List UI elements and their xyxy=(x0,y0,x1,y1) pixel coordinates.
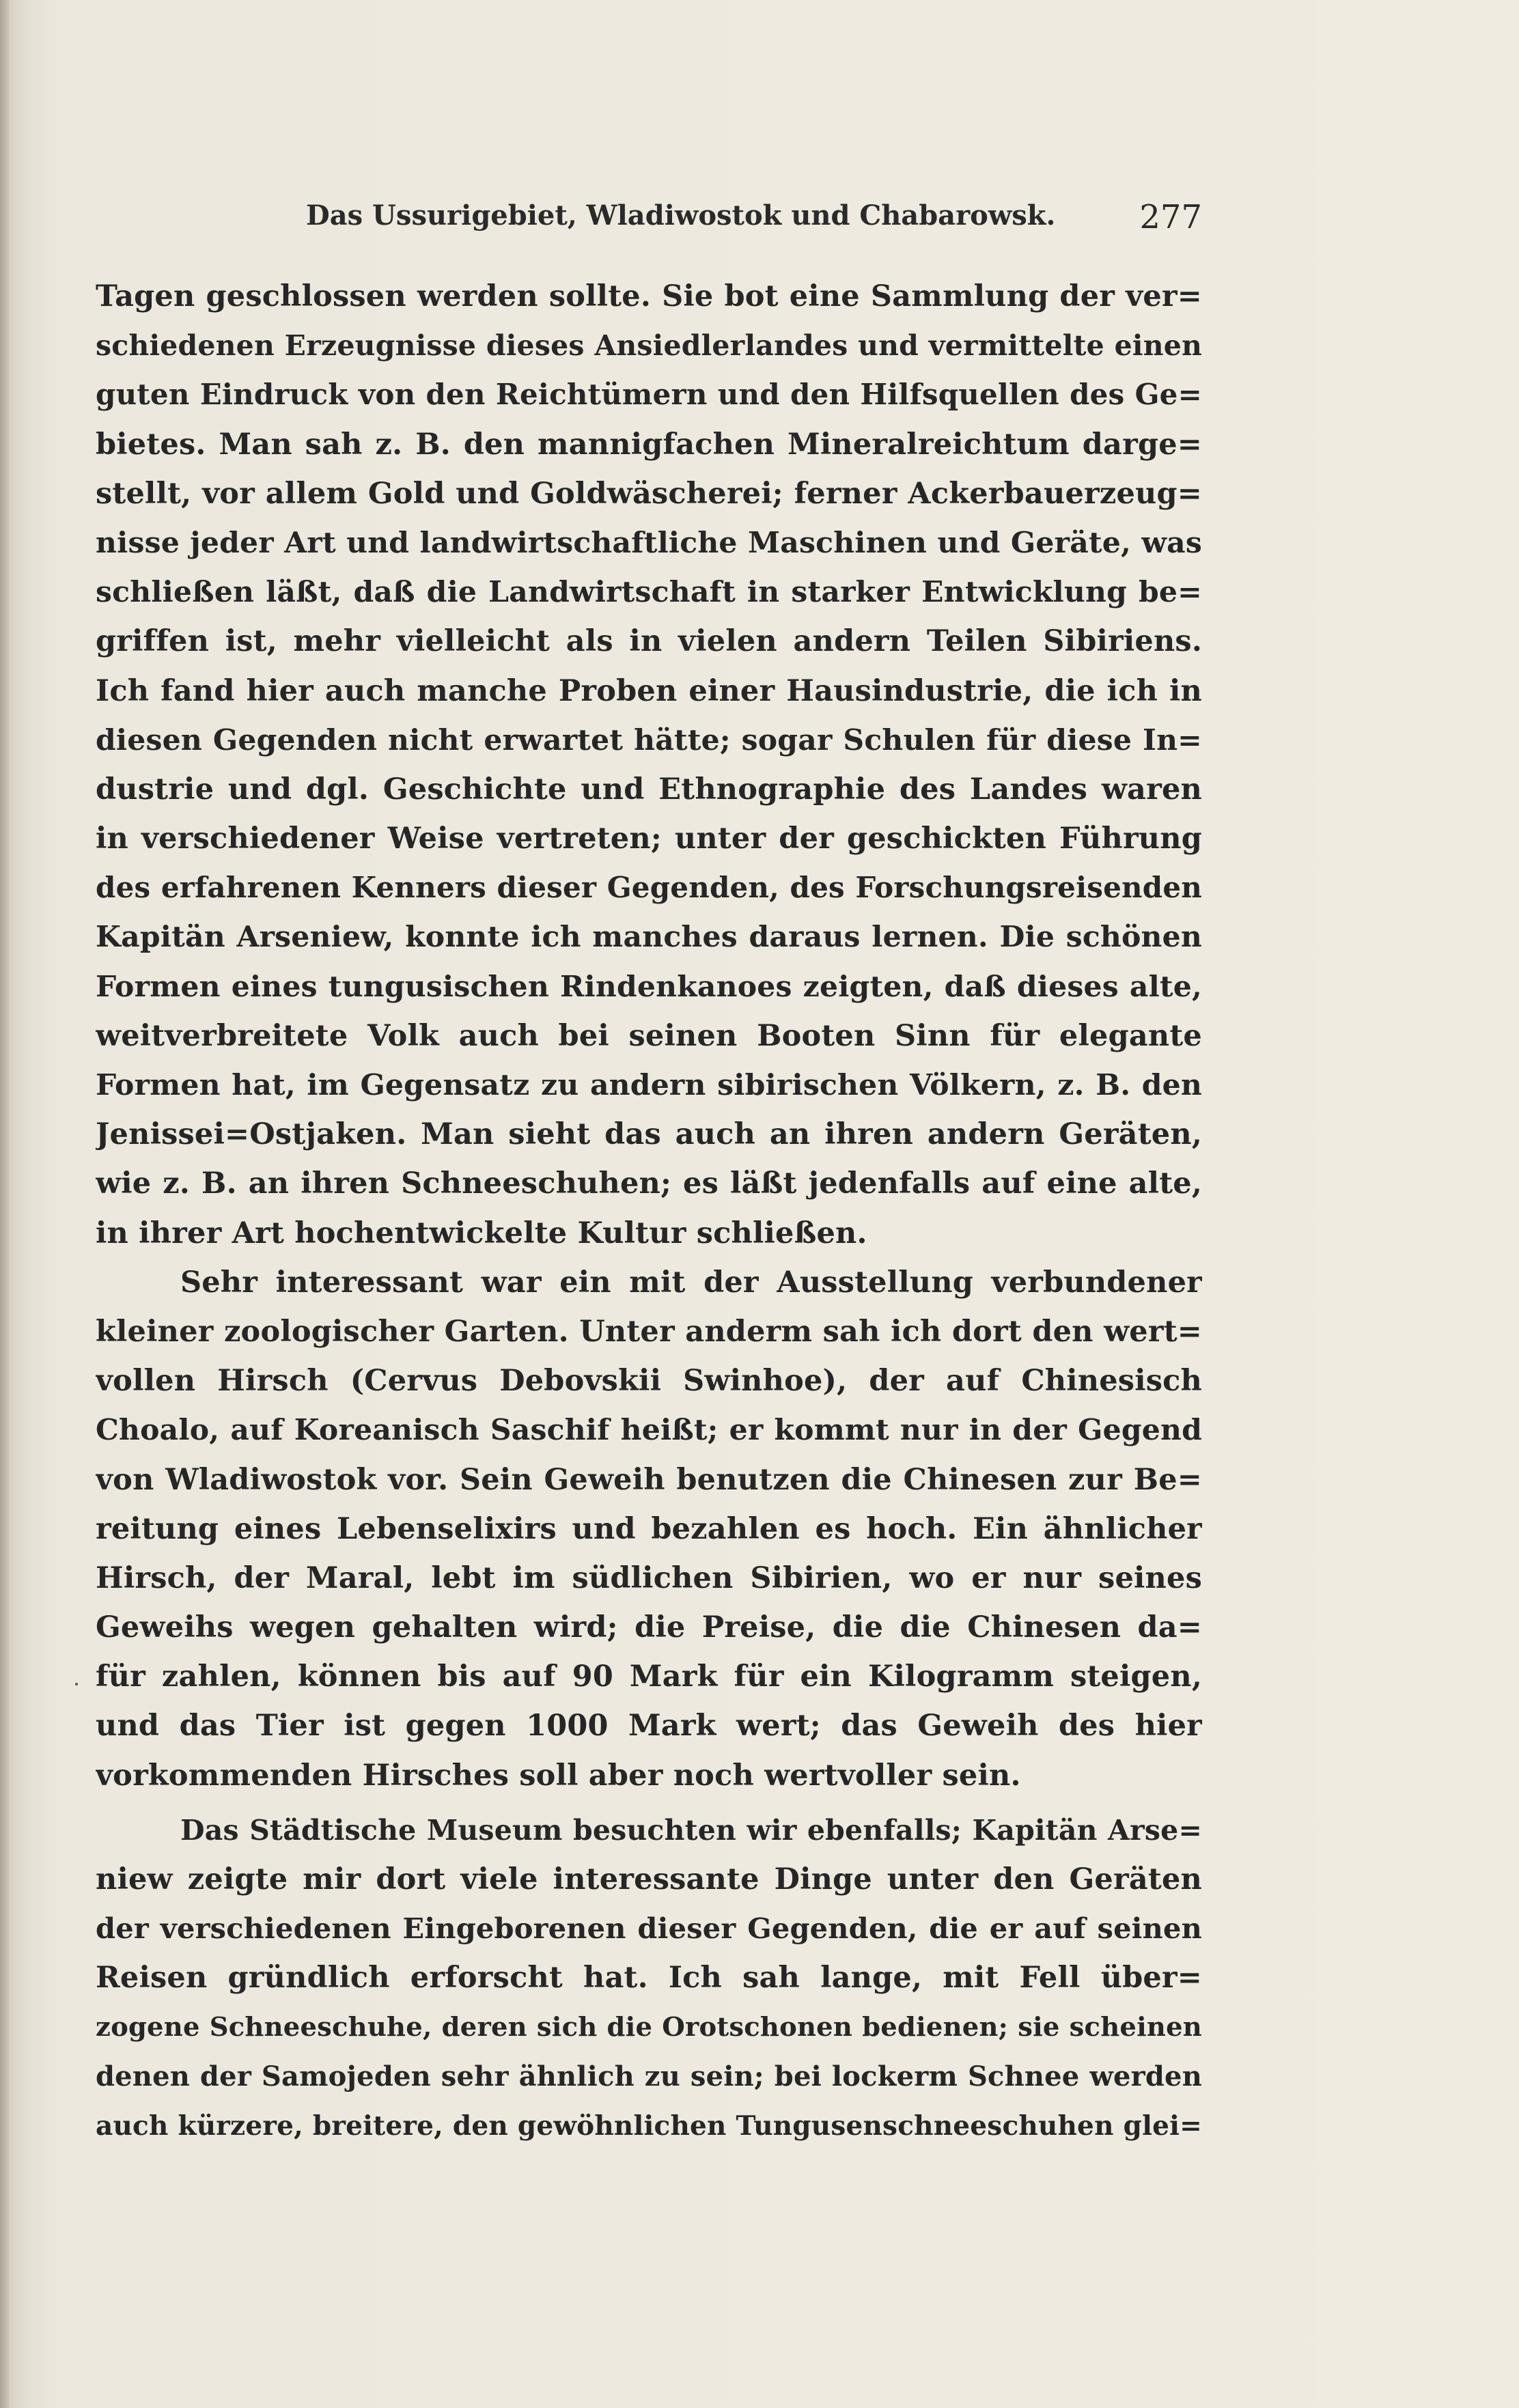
text-line: stellt, vor allem Gold und Goldwäscherei; ferner Ackerbauerzeug= xyxy=(96,476,1202,511)
text-line: kleiner zoologischer Garten. Unter anderm sah ich dort den wert= xyxy=(96,1314,1202,1349)
text-line: Hirsch, der Maral, lebt im südlichen Sibirien, wo er nur seines xyxy=(96,1560,1202,1595)
text-line: Jenissei=Ostjaken. Man sieht das auch an ihren andern Geräten, xyxy=(96,1117,1202,1152)
text-line: niew zeigte mir dort viele interessante Dinge unter den Geräten xyxy=(96,1862,1202,1896)
text-line: vorkommenden Hirsches soll aber noch wertvoller sein. xyxy=(96,1758,1021,1793)
text-line: und das Tier ist gegen 1000 Mark wert; das Geweih des hier xyxy=(96,1709,1202,1744)
text-line: in ihrer Art hochentwickelte Kultur schließen. xyxy=(96,1216,867,1250)
paragraph-gap xyxy=(96,1800,1202,1806)
text-line: griffen ist, mehr vielleicht als in vielen andern Teilen Sibiriens. xyxy=(96,624,1202,659)
text-line: Reisen gründlich erforscht hat. Ich sah lange, mit Fell über= xyxy=(96,1961,1202,1996)
text-line: dustrie und dgl. Geschichte und Ethnographie des Landes waren xyxy=(96,772,1202,807)
text-line: auch kürzere, breitere, den gewöhnlichen Tungusenschneeschuhen glei= xyxy=(96,2110,1202,2142)
text-line: guten Eindruck von den Reichtümern und den Hilfsquellen des Ge= xyxy=(96,378,1202,412)
text-line: Formen hat, im Gegensatz zu andern sibirischen Völkern, z. B. den xyxy=(96,1068,1202,1102)
text-line: Kapitän Arseniew, konnte ich manches daraus lernen. Die schönen xyxy=(96,920,1202,955)
text-line: Sehr interessant war ein mit der Ausstellung verbundener xyxy=(180,1265,1202,1300)
text-line: für zahlen, können bis auf 90 Mark für ein Kilogramm steigen, xyxy=(96,1660,1202,1694)
text-line: Das Städtische Museum besuchten wir ebenfalls; Kapitän Arse= xyxy=(180,1813,1202,1847)
text-line: zogene Schneeschuhe, deren sich die Orotschonen bedienen; sie scheinen xyxy=(96,2011,1202,2043)
text-line: nisse jeder Art und landwirtschaftliche Maschinen und Geräte, was xyxy=(96,525,1202,560)
text-line: reitung eines Lebenselixirs und bezahlen es hoch. Ein ähnlicher xyxy=(96,1511,1202,1546)
page-header xyxy=(96,190,1202,244)
text-line: der verschiedenen Eingeborenen dieser Gegenden, die er auf seinen xyxy=(96,1912,1202,1946)
text-line: Tagen geschlossen werden sollte. Sie bot eine Sammlung der ver= xyxy=(96,279,1202,313)
paragraph-1 xyxy=(96,272,1202,1258)
page-gutter-shadow xyxy=(0,0,10,2408)
text-line: wie z. B. an ihren Schneeschuhen; es läßt jedenfalls auf eine alte, xyxy=(96,1166,1202,1201)
text-line: vollen Hirsch (Cervus Debovskii Swinhoe), der auf Chinesisch xyxy=(96,1364,1202,1399)
paragraph-3 xyxy=(96,1806,1202,2151)
text-line: Formen eines tungusischen Rindenkanoes zeigten, daß dieses alte, xyxy=(96,969,1202,1004)
text-line: bietes. Man sah z. B. den mannigfachen Mineralreichtum darge= xyxy=(96,427,1202,462)
text-line: denen der Samojeden sehr ähnlich zu sein; bei lockerm Schnee werden xyxy=(96,2060,1202,2092)
text-line: in verschiedener Weise vertreten; unter der geschickten Führung xyxy=(96,822,1202,856)
text-line: weitverbreitete Volk auch bei seinen Booten Sinn für elegante xyxy=(96,1018,1202,1053)
text-line: diesen Gegenden nicht erwartet hätte; sogar Schulen für diese In= xyxy=(96,723,1202,757)
text-line: Ich fand hier auch manche Proben einer Hausindustrie, die ich in xyxy=(96,673,1202,708)
text-line: Geweihs wegen gehalten wird; die Preise, die die Chinesen da= xyxy=(96,1610,1202,1645)
body-text xyxy=(96,272,1202,2151)
running-title: Das Ussurigebiet, Wladiwostok und Chabarowsk. xyxy=(306,199,1056,232)
text-line: schließen läßt, daß die Landwirtschaft in starker Entwicklung be= xyxy=(96,575,1202,610)
text-line: von Wladiwostok vor. Sein Geweih benutzen die Chinesen zur Be= xyxy=(96,1462,1202,1497)
paper-speck xyxy=(75,1683,78,1685)
text-line: schiedenen Erzeugnisse dieses Ansiedlerlandes und vermittelte einen xyxy=(96,329,1202,363)
text-line: Choalo, auf Koreanisch Saschif heißt; er kommt nur in der Gegend xyxy=(96,1413,1202,1448)
paragraph-2 xyxy=(96,1258,1202,1800)
text-line: des erfahrenen Kenners dieser Gegenden, des Forschungsreisenden xyxy=(96,871,1202,905)
page-number: 277 xyxy=(1139,198,1202,236)
